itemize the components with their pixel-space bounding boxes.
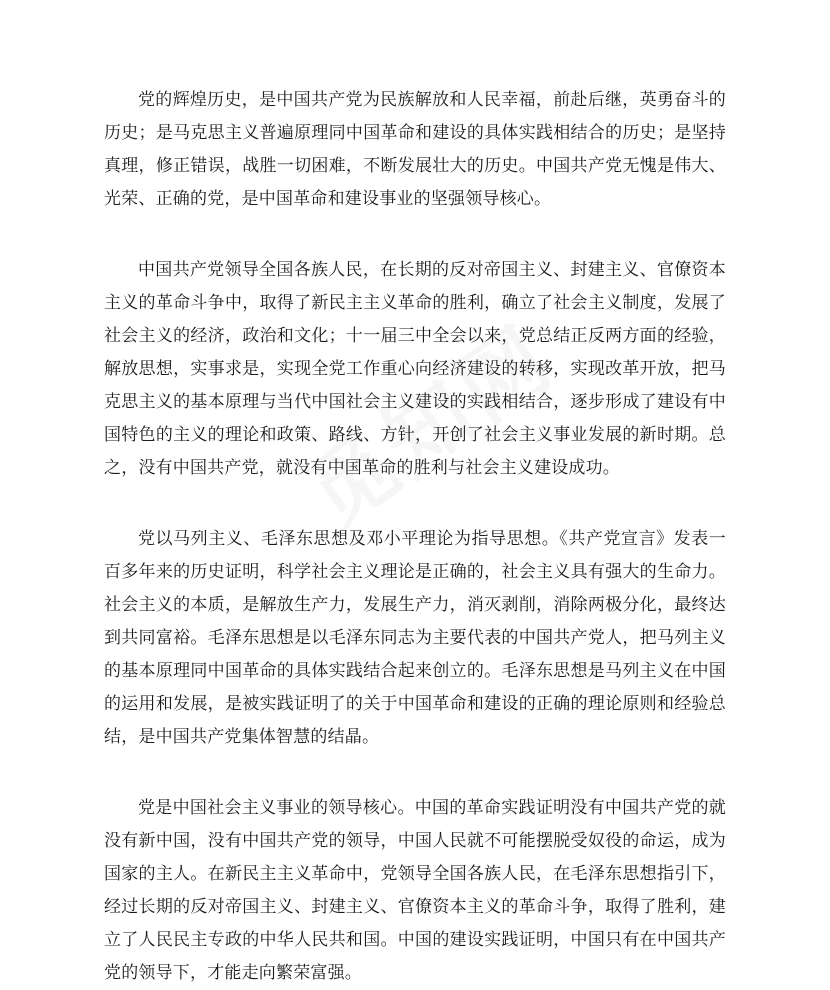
paragraph-2: 中国共产党领导全国各族人民，在长期的反对帝国主义、封建主义、官僚资本主义的革命斗争中，取得了新民主主义革命的胜利，确立了社会主义制度，发展了社会主义的经济，政治和文化；十一届三中全会以来，党总结正反两方面的经验，解放思想，实事求是，实现全党工作重心向经济建设的转移，实现改革开放，把马克思主义的基本原理与当代中国社会主义建设的实践相结合，逐步形成了建设有中国特色的主义的理论和政策、路线、方针，开创了社会主义事业发展的新时期。总之，没有中国共产党，就没有中国革命的胜利与社会主义建设成功。 (104, 260, 726, 478)
paragraph-1: 党的辉煌历史，是中国共产党为民族解放和人民幸福，前赴后继，英勇奋斗的历史；是马克思主义普遍原理同中国革命和建设的具体实践相结合的历史；是坚持真理，修正错误，战胜一切困难，不断发展壮大的历史。中国共产党无愧是伟大、光荣、正确的党，是中国革命和建设事业的坚强领导核心。 (104, 90, 726, 209)
paragraph-3: 党以马列主义、毛泽东思想及邓小平理论为指导思想。《共产党宣言》发表一百多年来的历史证明，科学社会主义理论是正确的，社会主义具有强大的生命力。社会主义的本质，是解放生产力，发展生产力，消灭剥削，消除两极分化，最终达到共同富裕。毛泽东思想是以毛泽东同志为主要代表的中国共产党人，把马列主义的基本原理同中国革命的具体实践结合起来创立的。毛泽东思想是马列主义在中国的运用和发展，是被实践证明了的关于中国革命和建设的正确的理论原则和经验总结，是中国共产党集体智慧的结晶。 (104, 529, 726, 747)
paragraph-4: 党是中国社会主义事业的领导核心。中国的革命实践证明没有中国共产党的就没有新中国，没有中国共产党的领导，中国人民就不可能摆脱受奴役的命运，成为国家的主人。在新民主主义革命中，党领导全国各族人民，在毛泽东思想指引下，经过长期的反对帝国主义、封建主义、官僚资本主义的革命斗争，取得了胜利，建立了人民民主专政的中华人民共和国。中国的建设实践证明，中国只有在中国共产党的领导下，才能走向繁荣富强。 (104, 798, 726, 983)
